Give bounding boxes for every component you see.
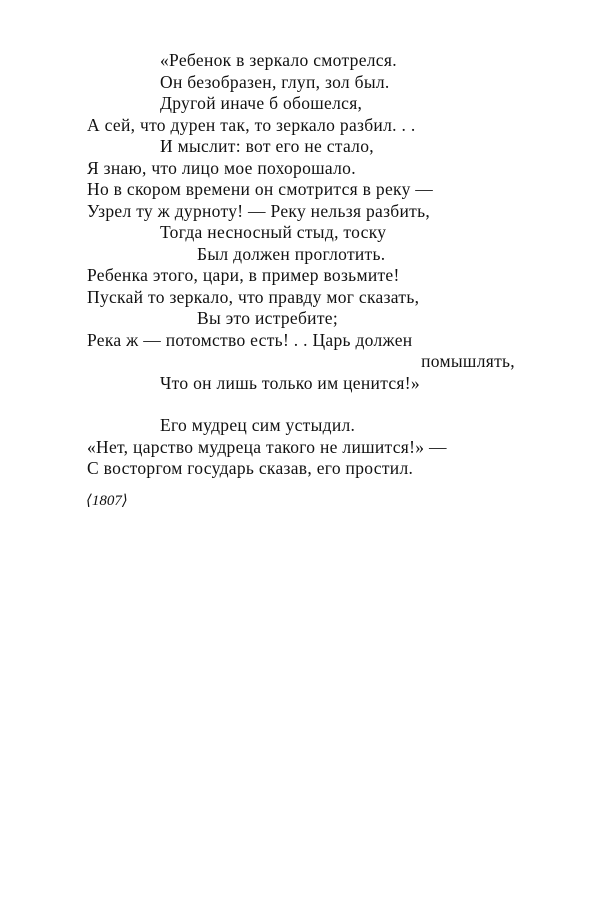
poem-date: ⟨1807⟩ bbox=[86, 493, 128, 509]
moral-line: «Нет, царство мудреца такого не лишится!» — bbox=[87, 436, 447, 457]
poem-line: Ребенка этого, цари, в пример возьмите! bbox=[87, 265, 400, 285]
poem-line: А сей, что дурен так, то зеркало разбил. . . bbox=[87, 114, 416, 135]
poem-line: Река ж — потомство есть! . . Царь должен bbox=[87, 329, 413, 350]
poem-line: Тогда несносный стыд, тоску bbox=[160, 222, 387, 242]
poem-line: Пускай то зеркало, что правду мог сказать, bbox=[87, 286, 420, 307]
poem-line: Вы это истребите; bbox=[197, 308, 339, 328]
poem-line: И мыслит: вот его не стало, bbox=[160, 136, 374, 156]
poem-line: Он безобразен, глуп, зол был. bbox=[160, 71, 390, 92]
poem-line: Был должен проглотить. bbox=[197, 243, 386, 264]
poem-line: Я знаю, что лицо мое похорошало. bbox=[87, 157, 356, 178]
poem-line: «Ребенок в зеркало смотрелся. bbox=[160, 50, 397, 70]
moral-line: Его мудрец сим устыдил. bbox=[160, 415, 356, 435]
poem-line: Узрел ту ж дурноту! — Реку нельзя разбить, bbox=[87, 200, 431, 221]
poem-line: Что он лишь только им ценится!» bbox=[160, 372, 420, 393]
poem-line-continuation: помышлять, bbox=[421, 351, 515, 371]
poem-line: Другой иначе б обошелся, bbox=[160, 93, 363, 113]
poem-line: Но в скором времени он смотрится в реку — bbox=[87, 179, 434, 199]
moral-line: С восторгом государь сказав, его простил. bbox=[87, 458, 414, 478]
